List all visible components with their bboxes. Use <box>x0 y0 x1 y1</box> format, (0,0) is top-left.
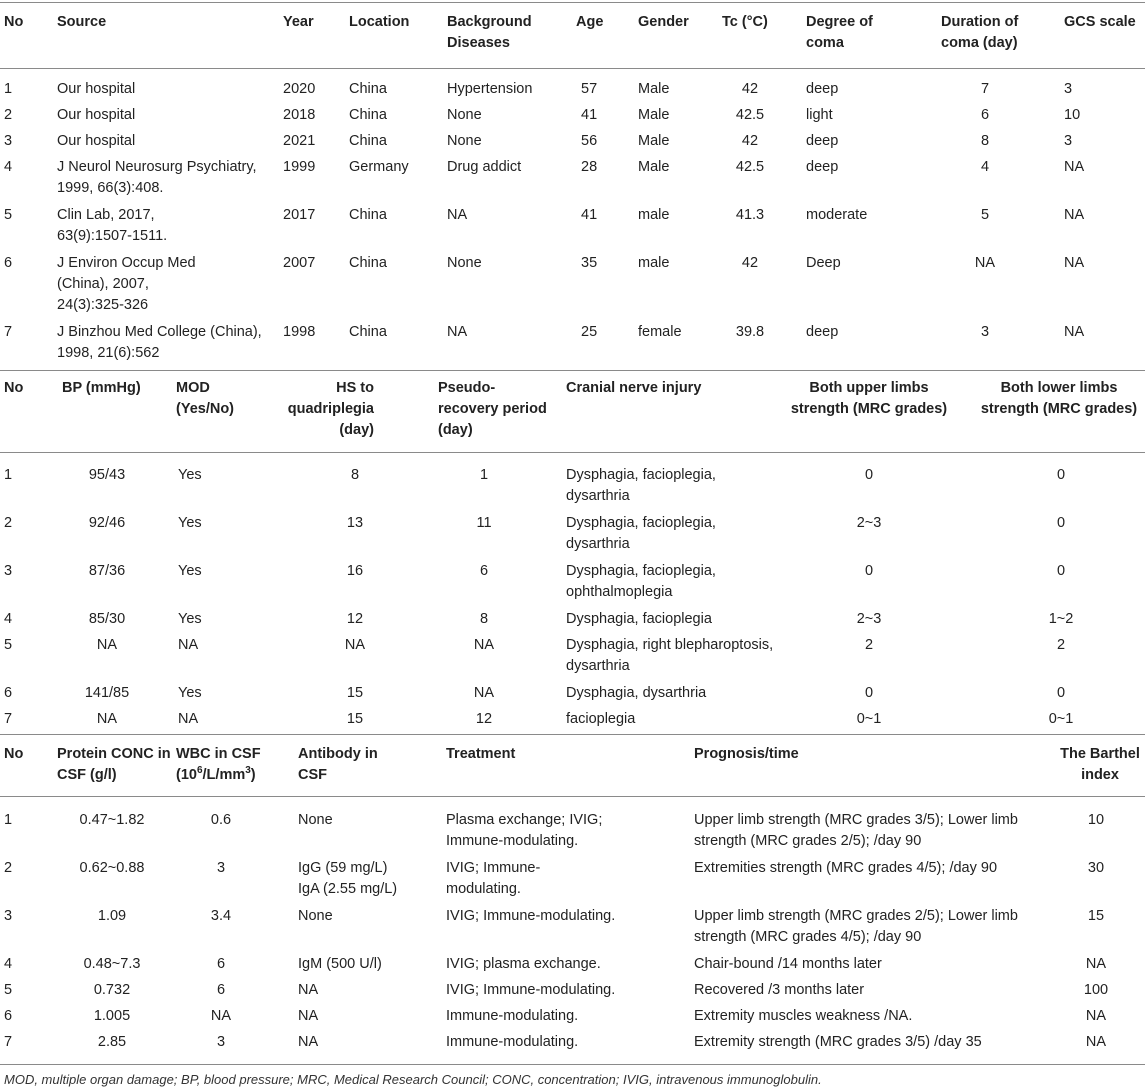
cell-source: Our hospital <box>57 81 136 97</box>
cell-year: 2007 <box>283 255 316 271</box>
cell-year: 2017 <box>283 207 316 223</box>
cell-cranial: Dysphagia, right blepharoptosis, dysarthria <box>566 637 774 674</box>
header-lower-limbs: Both lower limbs strength (MRC grades) <box>980 380 1138 417</box>
cell-location: China <box>349 107 387 123</box>
cell-upper: 2~3 <box>856 611 882 627</box>
cell-no: 6 <box>4 255 13 271</box>
cell-gender: Male <box>638 107 670 123</box>
cell-year: 2020 <box>283 81 316 97</box>
cell-treatment: Plasma exchange; IVIG; Immune-modulating. <box>446 812 603 849</box>
header-bp: BP (mmHg) <box>62 380 141 396</box>
header-prognosis: Prognosis/time <box>694 746 799 762</box>
cell-mod: Yes <box>178 467 202 483</box>
cell-lower: 1~2 <box>1048 611 1074 627</box>
cell-gender: Male <box>638 81 670 97</box>
table-top-rule <box>0 2 1145 3</box>
cell-background: None <box>447 107 482 123</box>
cell-degree: moderate <box>806 207 868 223</box>
cell-age: 57 <box>581 81 598 97</box>
cell-no: 1 <box>4 467 13 483</box>
cell-duration: 7 <box>980 81 990 97</box>
cell-protein: 0.62~0.88 <box>79 860 145 876</box>
header-treatment: Treatment <box>446 746 516 762</box>
cell-age: 56 <box>581 133 598 149</box>
cell-treatment: Immune-modulating. <box>446 1008 579 1024</box>
cell-protein: 0.47~1.82 <box>79 812 145 828</box>
cell-prognosis: Extremity muscles weakness /NA. <box>694 1008 913 1024</box>
cell-source: Clin Lab, 2017, 63(9):1507-1511. <box>57 207 168 244</box>
cell-antibody: IgM (500 U/l) <box>298 956 382 972</box>
cell-degree: deep <box>806 324 839 340</box>
cell-gcs: NA <box>1064 159 1085 175</box>
cell-background: Drug addict <box>447 159 522 175</box>
section2-header-rule <box>0 452 1145 453</box>
cell-duration: 8 <box>980 133 990 149</box>
cell-wbc: 6 <box>216 956 226 972</box>
cell-year: 1999 <box>283 159 316 175</box>
cell-treatment: IVIG; Immune-modulating. <box>446 860 541 897</box>
cell-location: China <box>349 324 387 340</box>
cell-source: J Environ Occup Med (China), 2007, 24(3):325-326 <box>57 255 196 313</box>
cell-mod: NA <box>178 711 199 727</box>
cell-wbc: 0.6 <box>210 812 232 828</box>
cell-background: Hypertension <box>447 81 533 97</box>
cell-prognosis: Recovered /3 months later <box>694 982 865 998</box>
header-degree-of-coma: Degree of coma <box>806 14 873 51</box>
cell-year: 1998 <box>283 324 316 340</box>
cell-background: NA <box>447 207 468 223</box>
cell-hs: 15 <box>346 685 364 701</box>
header-background-diseases: Background Diseases <box>447 14 532 51</box>
cell-degree: deep <box>806 133 839 149</box>
header-wbc-text: WBC in CSF (10 <box>176 746 261 783</box>
cell-mod: Yes <box>178 685 202 701</box>
cell-gender: male <box>638 207 670 223</box>
cell-gcs: NA <box>1064 255 1085 271</box>
cell-upper: 0 <box>864 563 874 579</box>
header-wbc-exp1: 6 <box>196 765 203 777</box>
cell-duration: 3 <box>980 324 990 340</box>
header-pseudo-recovery: Pseudo-recovery period (day) <box>438 380 547 438</box>
cell-tc: 42 <box>741 133 759 149</box>
header-year: Year <box>283 14 314 30</box>
cell-gender: female <box>638 324 682 340</box>
cell-background: NA <box>447 324 468 340</box>
header-protein-conc: Protein CONC in CSF (g/l) <box>57 746 171 783</box>
cell-bp: 141/85 <box>84 685 130 701</box>
cell-hs: NA <box>344 637 366 653</box>
cell-tc: 42.5 <box>735 107 765 123</box>
cell-barthel: 15 <box>1087 908 1105 924</box>
cell-no: 3 <box>4 908 13 924</box>
header-barthel-index: The Barthel index <box>1060 746 1140 783</box>
header-age: Age <box>576 14 604 30</box>
header-wbc-in-csf <box>176 744 276 786</box>
cell-pseudo: 11 <box>476 515 492 531</box>
cell-no: 7 <box>4 324 13 340</box>
cell-protein: 2.85 <box>97 1034 127 1050</box>
cell-barthel: NA <box>1085 1008 1107 1024</box>
cell-prognosis: Chair-bound /14 months later <box>694 956 882 972</box>
cell-upper: 0~1 <box>856 711 882 727</box>
cell-no: 6 <box>4 1008 13 1024</box>
cell-gender: Male <box>638 159 670 175</box>
cell-hs: 12 <box>346 611 364 627</box>
cell-degree: deep <box>806 159 839 175</box>
cell-cranial: Dysphagia, facioplegia, ophthalmoplegia <box>566 563 716 600</box>
cell-antibody: NA <box>298 1034 319 1050</box>
cell-no: 6 <box>4 685 13 701</box>
cell-treatment: IVIG; Immune-modulating. <box>446 908 616 924</box>
cell-source: Our hospital <box>57 107 136 123</box>
cell-hs: 15 <box>346 711 364 727</box>
cell-antibody: NA <box>298 1008 319 1024</box>
cell-protein: 0.48~7.3 <box>83 956 141 972</box>
header-gcs-scale: GCS scale <box>1064 14 1136 30</box>
cell-mod: Yes <box>178 515 202 531</box>
cell-upper: 2~3 <box>856 515 882 531</box>
cell-barthel: 30 <box>1087 860 1105 876</box>
cell-pseudo: 8 <box>479 611 489 627</box>
cell-age: 35 <box>581 255 598 271</box>
cell-mod: NA <box>178 637 199 653</box>
cell-tc: 41.3 <box>735 207 765 223</box>
header-tc: Tc (°C) <box>722 14 768 30</box>
cell-no: 4 <box>4 159 13 175</box>
cell-location: China <box>349 255 387 271</box>
cell-location: China <box>349 207 387 223</box>
cell-upper: 0 <box>864 467 874 483</box>
cell-source: Our hospital <box>57 133 136 149</box>
cell-gcs: 3 <box>1064 133 1073 149</box>
cell-no: 1 <box>4 81 13 97</box>
cell-wbc: 3 <box>216 1034 226 1050</box>
cell-bp: 87/36 <box>88 563 126 579</box>
cell-source: J Binzhou Med College (China), 1998, 21(6):562 <box>57 324 262 361</box>
cell-background: None <box>447 255 482 271</box>
cell-gender: male <box>638 255 670 271</box>
cell-gender: Male <box>638 133 670 149</box>
cell-no: 2 <box>4 107 13 123</box>
cell-age: 41 <box>581 107 598 123</box>
cell-bp: NA <box>96 711 118 727</box>
cell-cranial: facioplegia <box>566 711 636 727</box>
cell-wbc: NA <box>210 1008 232 1024</box>
cell-tc: 42 <box>741 255 759 271</box>
cell-degree: Deep <box>806 255 841 271</box>
cell-antibody: None <box>298 908 333 924</box>
cell-bp: 95/43 <box>88 467 126 483</box>
cell-no: 3 <box>4 563 13 579</box>
cell-gcs: 10 <box>1064 107 1081 123</box>
cell-no: 5 <box>4 982 13 998</box>
cell-tc: 39.8 <box>735 324 765 340</box>
cell-antibody: None <box>298 812 333 828</box>
cell-degree: light <box>806 107 833 123</box>
cell-treatment: IVIG; Immune-modulating. <box>446 982 616 998</box>
cell-treatment: IVIG; plasma exchange. <box>446 956 601 972</box>
cell-pseudo: 1 <box>479 467 489 483</box>
cell-gcs: 3 <box>1064 81 1073 97</box>
cell-barthel: 100 <box>1083 982 1109 998</box>
cell-hs: 16 <box>346 563 364 579</box>
table-bottom-rule <box>0 1064 1145 1065</box>
cell-year: 2018 <box>283 107 316 123</box>
cell-location: China <box>349 133 387 149</box>
cell-age: 25 <box>581 324 598 340</box>
cell-lower: 0 <box>1056 515 1066 531</box>
cell-lower: 0 <box>1056 563 1066 579</box>
section1-bottom-rule <box>0 370 1145 371</box>
cell-year: 2021 <box>283 133 316 149</box>
header-antibody: Antibody in CSF <box>298 746 378 783</box>
cell-bp: NA <box>96 637 118 653</box>
header-gender: Gender <box>638 14 689 30</box>
cell-protein: 0.732 <box>93 982 131 998</box>
cell-upper: 2 <box>864 637 874 653</box>
cell-no: 7 <box>4 1034 13 1050</box>
cell-degree: deep <box>806 81 839 97</box>
cell-location: Germany <box>349 159 409 175</box>
cell-no: 3 <box>4 133 13 149</box>
cell-protein: 1.09 <box>97 908 127 924</box>
cell-no: 7 <box>4 711 13 727</box>
cell-bp: 92/46 <box>88 515 126 531</box>
header-cranial-nerve-injury: Cranial nerve injury <box>566 380 702 396</box>
cell-location: China <box>349 81 387 97</box>
cell-cranial: Dysphagia, dysarthria <box>566 685 707 701</box>
header-no: No <box>4 380 24 396</box>
cell-tc: 42 <box>741 81 759 97</box>
cell-gcs: NA <box>1064 207 1085 223</box>
section1-header-rule <box>0 68 1145 69</box>
cell-lower: 0 <box>1056 467 1066 483</box>
cell-duration: 6 <box>980 107 990 123</box>
cell-antibody: IgG (59 mg/L) IgA (2.55 mg/L) <box>298 860 398 897</box>
header-mod: MOD (Yes/No) <box>176 380 235 417</box>
cell-prognosis: Extremity strength (MRC grades 3/5) /day 35 <box>694 1034 982 1050</box>
header-wbc-text3: ) <box>250 767 256 783</box>
cell-cranial: Dysphagia, facioplegia <box>566 611 712 627</box>
cell-wbc: 3.4 <box>210 908 232 924</box>
cell-upper: 0 <box>864 685 874 701</box>
cell-lower: 2 <box>1056 637 1066 653</box>
section2-bottom-rule <box>0 734 1145 735</box>
cell-pseudo: 12 <box>475 711 493 727</box>
cell-antibody: NA <box>298 982 319 998</box>
table-footnote: MOD, multiple organ damage; BP, blood pressure; MRC, Medical Research Council; CONC, concentration; IVIG, intravenous immunoglobulin. <box>4 1072 822 1087</box>
cell-barthel: NA <box>1085 956 1107 972</box>
cell-duration: NA <box>974 255 996 271</box>
cell-no: 2 <box>4 515 13 531</box>
header-source: Source <box>57 14 107 30</box>
cell-no: 2 <box>4 860 13 876</box>
cell-cranial: Dysphagia, facioplegia, dysarthria <box>566 515 716 552</box>
cell-mod: Yes <box>178 611 202 627</box>
cell-lower: 0~1 <box>1048 711 1074 727</box>
cell-protein: 1.005 <box>93 1008 131 1024</box>
cell-barthel: 10 <box>1087 812 1105 828</box>
cell-prognosis: Upper limb strength (MRC grades 2/5); Lower limb strength (MRC grades 4/5); /day 90 <box>694 908 1018 945</box>
cell-duration: 4 <box>980 159 990 175</box>
cell-mod: Yes <box>178 563 202 579</box>
header-location: Location <box>349 14 410 30</box>
cell-tc: 42.5 <box>735 159 765 175</box>
cell-prognosis: Extremities strength (MRC grades 4/5); /day 90 <box>694 860 998 876</box>
cell-pseudo: NA <box>473 685 495 701</box>
header-no: No <box>4 746 24 762</box>
header-wbc-exp2: 3 <box>245 765 251 777</box>
cell-cranial: Dysphagia, facioplegia, dysarthria <box>566 467 716 504</box>
cell-background: None <box>447 133 482 149</box>
header-no: No <box>4 14 24 30</box>
header-hs-to-quadriplegia: HS to quadriplegia (day) <box>287 380 374 438</box>
cell-duration: 5 <box>980 207 990 223</box>
header-wbc-text2: /L/mm <box>202 767 246 783</box>
cell-source: J Neurol Neurosurg Psychiatry, 1999, 66(3):408. <box>57 159 257 196</box>
cell-wbc: 3 <box>216 860 226 876</box>
cell-lower: 0 <box>1056 685 1066 701</box>
cell-no: 4 <box>4 956 13 972</box>
cell-no: 4 <box>4 611 13 627</box>
cell-wbc: 6 <box>216 982 226 998</box>
cell-bp: 85/30 <box>88 611 126 627</box>
cell-prognosis: Upper limb strength (MRC grades 3/5); Lower limb strength (MRC grades 2/5); /day 90 <box>694 812 1018 849</box>
cell-age: 41 <box>581 207 598 223</box>
cell-barthel: NA <box>1085 1034 1107 1050</box>
cell-hs: 13 <box>346 515 364 531</box>
cell-gcs: NA <box>1064 324 1085 340</box>
cell-pseudo: 6 <box>479 563 489 579</box>
cell-no: 1 <box>4 812 13 828</box>
cell-no: 5 <box>4 637 13 653</box>
header-upper-limbs: Both upper limbs strength (MRC grades) <box>790 380 948 417</box>
header-duration-of-coma: Duration of coma (day) <box>941 14 1019 51</box>
cell-age: 28 <box>581 159 598 175</box>
cell-pseudo: NA <box>473 637 495 653</box>
cell-treatment: Immune-modulating. <box>446 1034 579 1050</box>
cell-no: 5 <box>4 207 13 223</box>
section3-header-rule <box>0 796 1145 797</box>
cell-hs: 8 <box>350 467 360 483</box>
